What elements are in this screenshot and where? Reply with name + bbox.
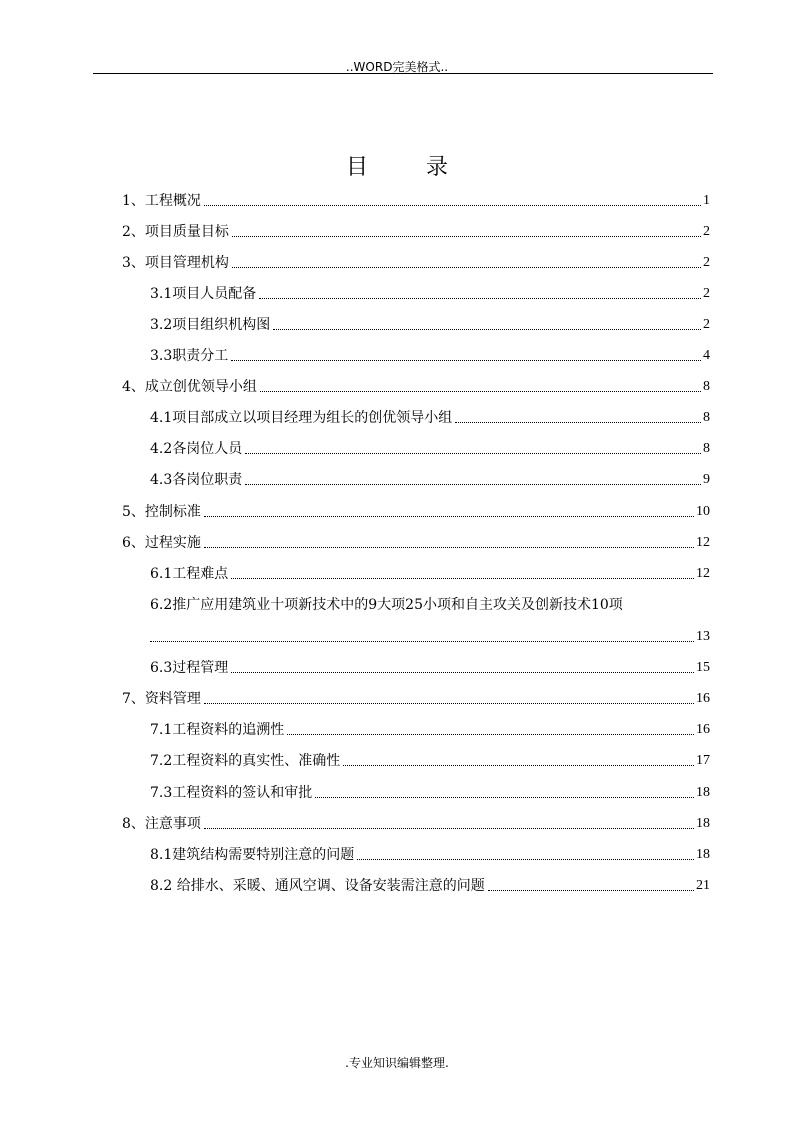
toc-entry-label: 1、工程概况 [122,193,201,209]
toc-entry[interactable] [122,503,710,521]
toc-title: 目录 [345,155,506,180]
toc-entry-page: 21 [696,878,710,893]
toc-entry[interactable] [122,534,710,552]
toc-entry[interactable] [150,846,710,864]
toc-entry[interactable] [150,285,710,303]
toc-entry-wrapped-label[interactable]: 6.2推广应用建筑业十项新技术中的9大项25小项和自主攻关及创新技术10项 [150,597,623,613]
page-header: ..WORD完美格式.. [345,60,449,74]
toc-entry-page: 18 [696,785,710,800]
toc-entry-page: 2 [703,286,710,301]
toc-entry-page: 2 [703,317,710,332]
toc-entry[interactable] [122,815,710,833]
toc-entry-label: 4、成立创优领导小组 [122,379,257,395]
toc-leader-dots [231,578,694,579]
toc-entry[interactable] [122,378,710,396]
toc-leader-dots [204,547,694,548]
toc-entry-label: 3.3职责分工 [150,348,229,364]
toc-entry-page: 13 [696,629,710,644]
toc-entry[interactable] [150,409,710,427]
toc-leader-dots [231,672,694,673]
toc-entry-label: 4.1项目部成立以项目经理为组长的创优领导小组 [150,410,453,426]
toc-leader-dots [455,422,701,423]
toc-entry-page: 12 [696,535,710,550]
toc-entry[interactable] [150,752,710,770]
toc-leader-dots [245,453,701,454]
toc-entry-page: 16 [696,722,710,737]
toc-entry-page: 17 [696,753,710,768]
toc-entry-label: 6.3过程管理 [150,660,229,676]
toc-entry-label: 7.1工程资料的追溯性 [150,722,285,738]
toc-entry-label: 4.2各岗位人员 [150,441,243,457]
toc-entry[interactable] [122,690,710,708]
toc-entry[interactable] [122,223,710,241]
toc-entry[interactable] [150,784,710,802]
toc-entry-page: 10 [696,504,710,519]
toc-entry-label: 2、项目质量目标 [122,224,229,240]
toc-entry[interactable] [150,471,710,489]
toc-entry-label: 3.1项目人员配备 [150,286,257,302]
toc-entry-page: 8 [703,379,710,394]
toc-entry[interactable] [122,192,710,210]
toc-leader-dots [488,890,694,891]
toc-leader-dots [315,797,694,798]
toc-entry-label: 8.1建筑结构需要特别注意的问题 [150,847,355,863]
toc-entry-label: 4.3各岗位职责 [150,472,243,488]
toc-entry-page: 2 [703,224,710,239]
toc-leader-dots [232,236,701,237]
toc-entry-wrapped-continuation[interactable] [150,628,710,646]
toc-entry-label: 5、控制标准 [122,504,201,520]
toc-leader-dots [232,267,701,268]
toc-entry-page: 18 [696,816,710,831]
toc-entry-label: 7.2工程资料的真实性、准确性 [150,753,341,769]
toc-leader-dots [204,516,694,517]
toc-leader-dots [343,765,694,766]
toc-entry[interactable] [150,659,710,677]
toc-leader-dots [204,205,701,206]
toc-entry-label: 7、资料管理 [122,691,201,707]
page-footer: .专业知识编辑整理. [345,1056,449,1070]
toc-entry-label: 8.2 给排水、采暖、通风空调、设备安装需注意的问题 [150,878,485,894]
toc-entry-page: 8 [703,441,710,456]
toc-entry-page: 1 [703,193,710,208]
toc-leader-dots [273,329,701,330]
toc-entry[interactable] [150,721,710,739]
toc-entry-label: 8、注意事项 [122,816,201,832]
toc-leader-dots [231,360,701,361]
toc-entry-label: 6、过程实施 [122,535,201,551]
toc-leader-dots [287,734,694,735]
toc-entry-page: 8 [703,410,710,425]
toc-entry-label: 6.1工程难点 [150,566,229,582]
toc-entry-page: 12 [696,566,710,581]
toc-entry[interactable] [150,440,710,458]
toc-entry[interactable] [150,565,710,583]
header-rule [93,73,713,74]
toc-entry[interactable] [150,316,710,334]
toc-entry-page: 16 [696,691,710,706]
toc-leader-dots [204,703,694,704]
toc-entry[interactable] [150,877,710,895]
toc-entry-page: 18 [696,847,710,862]
toc-leader-dots [245,484,701,485]
toc-leader-dots [150,641,694,642]
toc-entry-label: 7.3工程资料的签认和审批 [150,785,313,801]
toc-entry-page: 15 [696,660,710,675]
toc-entry-page: 9 [703,472,710,487]
toc-entry-page: 4 [703,348,710,363]
toc-leader-dots [260,391,701,392]
toc-leader-dots [357,859,694,860]
toc-leader-dots [204,828,694,829]
toc-entry[interactable] [150,347,710,365]
toc-entry[interactable] [122,254,710,272]
toc-leader-dots [259,298,701,299]
toc-entry-label: 3、项目管理机构 [122,255,229,271]
toc-entry-label: 3.2项目组织机构图 [150,317,271,333]
toc-entry-page: 2 [703,255,710,270]
